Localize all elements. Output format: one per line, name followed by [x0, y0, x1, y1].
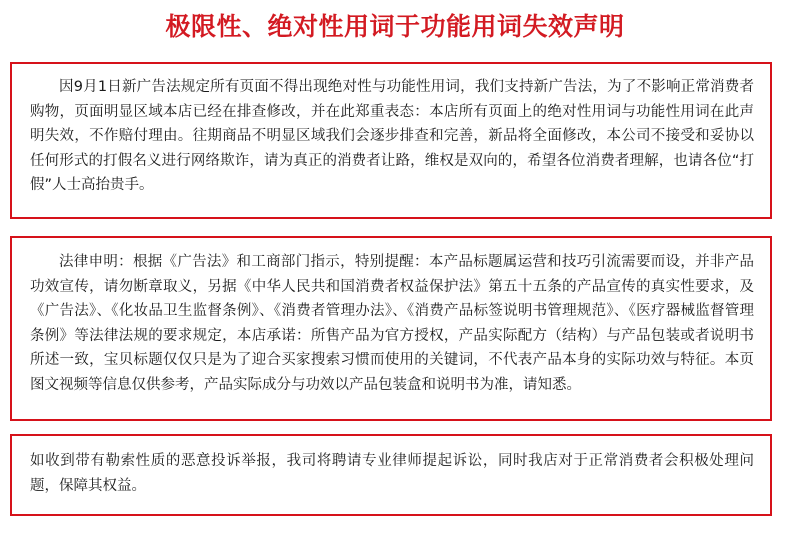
disclaimer-box	[10, 62, 772, 219]
complaint-notice-text: 如收到带有勒索性质的恶意投诉举报，我司将聘请专业律师提起诉讼，同时我店对于正常消费者会积极处理问题，保障其权益。	[30, 453, 754, 494]
legal-statement-text: 法律申明：根据《广告法》和工商部门指示，特别提醒：本产品标题属运营和技巧引流需要而设，并非产品功效宣传，请勿断章取义，另据《中华人民共和国消费者权益保护法》第五十五条的产品宣传的真实性要求，及《广告法》、《化妆品卫生监督条例》、《消费者管理办法》、《消费产品标签说明书管理规范》、《医疗器械监督管理条例》等法律法规的要求规定，本店承诺：所售产品为官方授权，产品实际配方（结构）与产品包装或者说明书所述一致，宝贝标题仅仅只是为了迎合买家搜索习惯而使用的关键词，不代表产品本身的实际功效与特征。本页图文视频等信息仅供参考，产品实际成分与功效以产品包装盒和说明书为准，请知悉。	[30, 254, 754, 393]
disclaimer-text: 因9月1日新广告法规定所有页面不得出现绝对性与功能性用词，我们支持新广告法，为了不影响正常消费者购物，页面明显区域本店已经在排查修改，并在此郑重表态：本店所有页面上的绝对性用词与功能性用词在此声明失效，不作赔付理由。往期商品不明显区域我们会逐步排查和完善，新品将全面修改，本公司不接受和妥协以任何形式的打假名义进行网络欺诈，请为真正的消费者让路，维权是双向的，希望各位消费者理解，也请各位“打假”人士高抬贵手。	[30, 79, 754, 193]
page-title: 极限性、绝对性用词于功能用词失效声明	[165, 12, 625, 41]
legal-statement-box	[10, 236, 772, 421]
complaint-notice-box	[10, 434, 772, 516]
